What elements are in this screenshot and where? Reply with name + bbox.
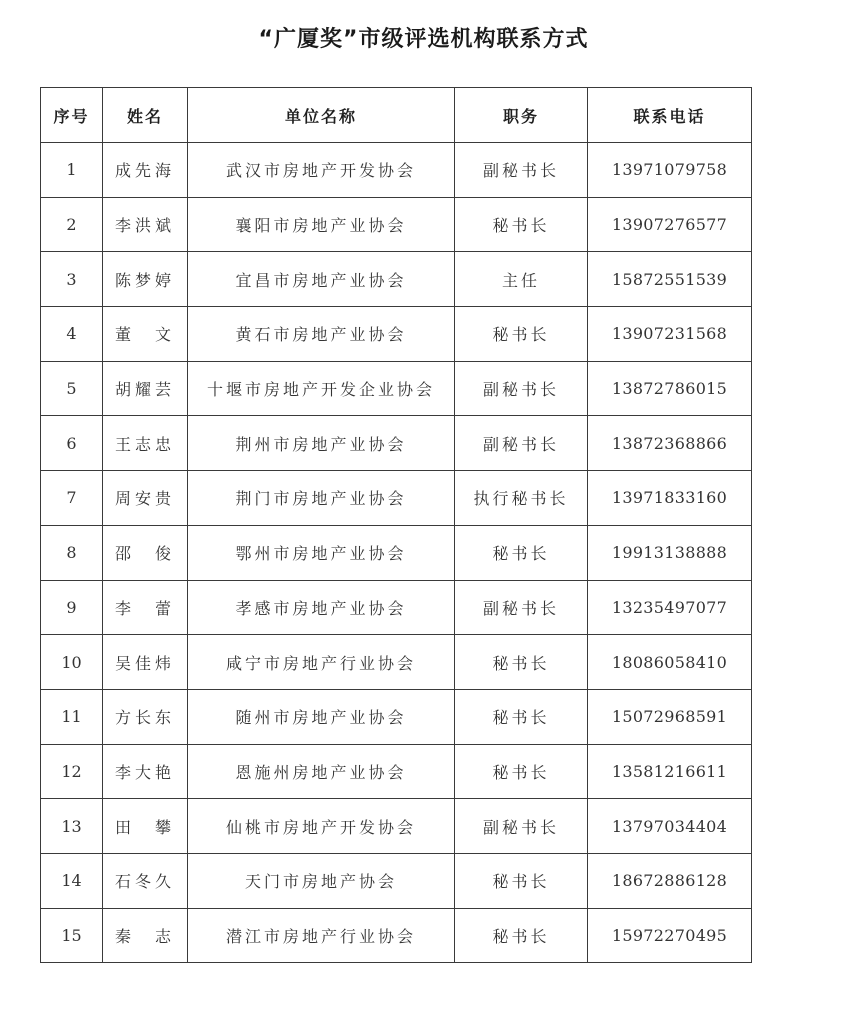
page-title: “广厦奖”市级评选机构联系方式 — [258, 27, 589, 52]
table-row — [41, 689, 752, 744]
header-org: 单位名称 — [188, 88, 455, 143]
table-row — [41, 799, 752, 854]
cell-name: 李大艳 — [103, 744, 188, 799]
table-header-row — [41, 88, 752, 143]
cell-phone: 15972270495 — [588, 908, 752, 963]
cell-title: 秘书长 — [455, 635, 588, 690]
table-row — [41, 307, 752, 362]
table-row — [41, 635, 752, 690]
cell-title: 秘书长 — [455, 908, 588, 963]
header-phone: 联系电话 — [588, 88, 752, 143]
cell-name: 李洪斌 — [103, 197, 188, 252]
cell-phone: 13797034404 — [588, 799, 752, 854]
cell-title: 执行秘书长 — [455, 471, 588, 526]
cell-phone: 13872786015 — [588, 361, 752, 416]
cell-org: 鄂州市房地产业协会 — [188, 525, 455, 580]
cell-title: 秘书长 — [455, 525, 588, 580]
table-row — [41, 908, 752, 963]
cell-phone: 18086058410 — [588, 635, 752, 690]
cell-name: 陈梦婷 — [103, 252, 188, 307]
table-row — [41, 525, 752, 580]
contacts-table — [40, 87, 752, 963]
cell-no: 14 — [41, 853, 103, 908]
cell-org: 十堰市房地产开发企业协会 — [188, 361, 455, 416]
table-row — [41, 252, 752, 307]
cell-no: 15 — [41, 908, 103, 963]
cell-no: 12 — [41, 744, 103, 799]
cell-org: 咸宁市房地产行业协会 — [188, 635, 455, 690]
cell-org: 荆门市房地产业协会 — [188, 471, 455, 526]
header-no: 序号 — [41, 88, 103, 143]
cell-phone: 13872368866 — [588, 416, 752, 471]
cell-org: 宜昌市房地产业协会 — [188, 252, 455, 307]
cell-phone: 13907276577 — [588, 197, 752, 252]
cell-no: 7 — [41, 471, 103, 526]
cell-phone: 18672886128 — [588, 853, 752, 908]
cell-org: 孝感市房地产业协会 — [188, 580, 455, 635]
cell-org: 恩施州房地产业协会 — [188, 744, 455, 799]
table-row — [41, 197, 752, 252]
cell-phone: 13907231568 — [588, 307, 752, 362]
cell-name: 秦 志 — [103, 908, 188, 963]
cell-org: 荆州市房地产业协会 — [188, 416, 455, 471]
cell-name: 石冬久 — [103, 853, 188, 908]
cell-no: 1 — [41, 143, 103, 198]
cell-org: 黄石市房地产业协会 — [188, 307, 455, 362]
header-title: 职务 — [455, 88, 588, 143]
cell-phone: 13971833160 — [588, 471, 752, 526]
cell-phone: 13971079758 — [588, 143, 752, 198]
cell-name: 吴佳炜 — [103, 635, 188, 690]
cell-phone: 15072968591 — [588, 689, 752, 744]
cell-no: 10 — [41, 635, 103, 690]
cell-name: 王志忠 — [103, 416, 188, 471]
cell-title: 秘书长 — [455, 853, 588, 908]
cell-phone: 13235497077 — [588, 580, 752, 635]
table-row — [41, 361, 752, 416]
header-name: 姓名 — [103, 88, 188, 143]
table-row — [41, 471, 752, 526]
table-row — [41, 580, 752, 635]
table-body — [41, 143, 752, 963]
cell-phone: 19913138888 — [588, 525, 752, 580]
cell-org: 潜江市房地产行业协会 — [188, 908, 455, 963]
cell-org: 仙桃市房地产开发协会 — [188, 799, 455, 854]
cell-title: 秘书长 — [455, 197, 588, 252]
cell-no: 5 — [41, 361, 103, 416]
cell-name: 胡耀芸 — [103, 361, 188, 416]
cell-name: 邵 俊 — [103, 525, 188, 580]
cell-phone: 15872551539 — [588, 252, 752, 307]
cell-org: 随州市房地产业协会 — [188, 689, 455, 744]
cell-phone: 13581216611 — [588, 744, 752, 799]
cell-title: 副秘书长 — [455, 580, 588, 635]
cell-no: 6 — [41, 416, 103, 471]
cell-no: 11 — [41, 689, 103, 744]
cell-no: 9 — [41, 580, 103, 635]
cell-title: 副秘书长 — [455, 416, 588, 471]
cell-name: 成先海 — [103, 143, 188, 198]
cell-title: 副秘书长 — [455, 143, 588, 198]
cell-name: 董 文 — [103, 307, 188, 362]
table-row — [41, 853, 752, 908]
cell-org: 武汉市房地产开发协会 — [188, 143, 455, 198]
cell-title: 秘书长 — [455, 744, 588, 799]
cell-name: 李 蕾 — [103, 580, 188, 635]
cell-title: 主任 — [455, 252, 588, 307]
cell-name: 田 攀 — [103, 799, 188, 854]
cell-title: 秘书长 — [455, 689, 588, 744]
cell-no: 13 — [41, 799, 103, 854]
cell-title: 秘书长 — [455, 307, 588, 362]
table-row — [41, 744, 752, 799]
cell-no: 2 — [41, 197, 103, 252]
cell-name: 周安贵 — [103, 471, 188, 526]
cell-no: 3 — [41, 252, 103, 307]
cell-no: 8 — [41, 525, 103, 580]
cell-name: 方长东 — [103, 689, 188, 744]
cell-title: 副秘书长 — [455, 799, 588, 854]
cell-no: 4 — [41, 307, 103, 362]
cell-org: 襄阳市房地产业协会 — [188, 197, 455, 252]
table-row — [41, 143, 752, 198]
cell-title: 副秘书长 — [455, 361, 588, 416]
cell-org: 天门市房地产协会 — [188, 853, 455, 908]
table-row — [41, 416, 752, 471]
